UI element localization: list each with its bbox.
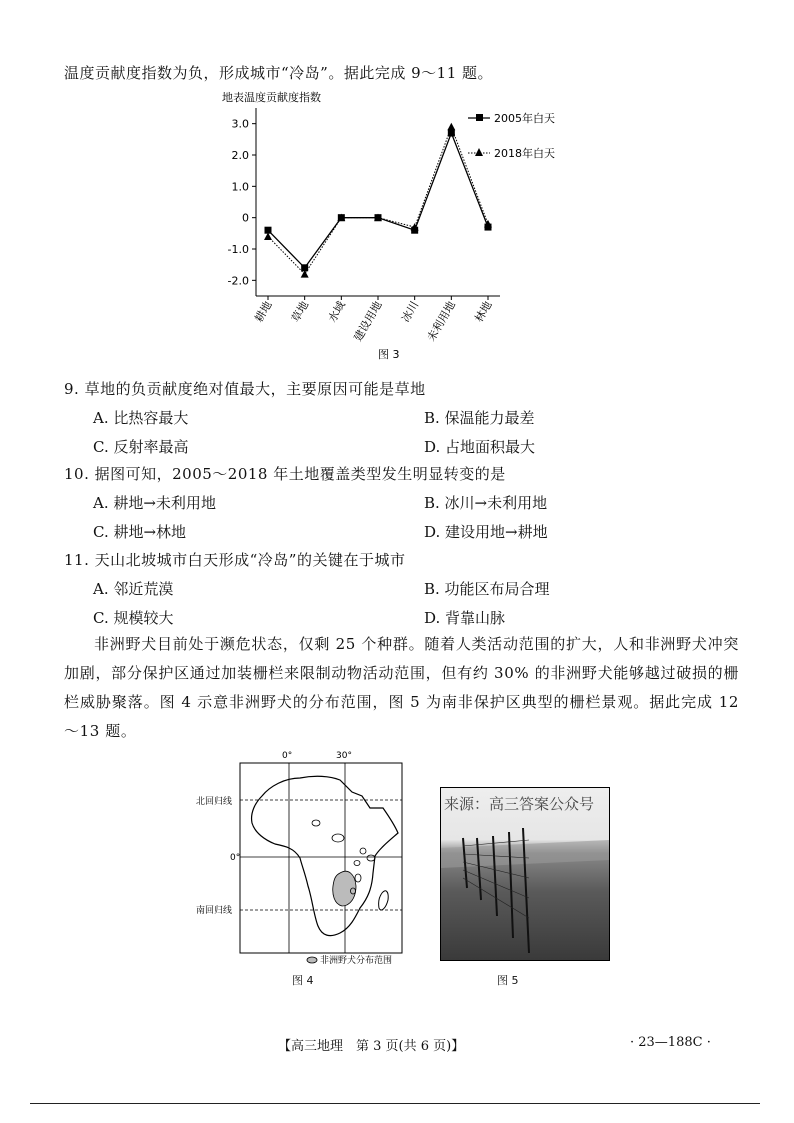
intro-text: 温度贡献度指数为负，形成城市“冷岛”。据此完成 9～11 题。 [64,64,494,82]
y-tick-label: -1.0 [227,243,249,256]
figure-4-caption: 图 4 [292,974,314,987]
x-tick-label: 耕地 [252,299,275,325]
x-tick-label: 水域 [325,299,348,325]
x-tick-label: 林地 [472,299,495,325]
map-equator-label: 0° [230,853,241,863]
q9-option-c[interactable]: C. 反射率最高 [93,438,189,456]
legend-2018: 2018年白天 [494,147,555,160]
q11-option-b[interactable]: B. 功能区布局合理 [424,580,550,598]
chart-y-axis-label: 地表温度贡献度指数 [222,91,321,104]
figure-3-chart [200,86,600,366]
figure-3-caption: 图 3 [378,348,400,361]
map-lon-30-label: 30° [336,751,352,761]
figure-4-map [190,748,420,988]
q10-option-d[interactable]: D. 建设用地→耕地 [424,523,548,541]
y-tick-label: 0 [242,211,249,225]
x-tick-label: 草地 [289,299,312,325]
q11-option-c[interactable]: C. 规模较大 [93,609,174,627]
y-tick-label: -2.0 [227,274,249,288]
q10-stem: 10. 据图可知，2005～2018 年土地覆盖类型发生明显转变的是 [64,465,506,483]
q11-option-a[interactable]: A. 邻近荒漠 [93,580,174,598]
passage-text: 非洲野犬目前处于濒危状态，仅剩 25 个种群。随着人类活动范围的扩大，人和非洲野犬冲突加剧，部分保护区通过加装栅栏来限制动物活动范围，但有约 30% 的非洲野犬能够越过破损的栅栏威胁聚落。图 4 示意非洲野犬的分布范围，图 5 为南非保护区典型的栅栏景观。据此完成 12～13 题。 [64,635,739,740]
y-tick-label: 2.0 [231,149,249,162]
wild-dog-range [312,820,375,906]
legend-swatch [307,957,317,963]
photo-watermark: 来源：高三答案公众号 [444,795,595,813]
q10-option-b[interactable]: B. 冰川→未利用地 [424,494,548,512]
series-line-0 [268,133,488,268]
q9-option-d[interactable]: D. 占地面积最大 [424,438,536,456]
chart-legend [468,111,555,160]
map-tropic-north-label: 北回归线 [196,797,233,807]
y-tick-label: 1.0 [231,180,249,194]
footer-code: · 23—188C · [630,1035,711,1050]
q9-stem: 9. 草地的负贡献度绝对值最大，主要原因可能是草地 [64,380,426,398]
bottom-rule [30,1103,760,1104]
madagascar-outline [379,891,389,910]
q11-stem: 11. 天山北坡城市白天形成“冷岛”的关键在于城市 [64,551,406,569]
q10-option-c[interactable]: C. 耕地→林地 [93,523,187,541]
map-legend-label: 非洲野犬分布范围 [320,956,393,966]
x-tick-label: 未利用地 [424,299,458,344]
map-lon-0-label: 0° [282,751,293,761]
map-tropic-south-label: 南回归线 [196,906,233,916]
q9-option-b[interactable]: B. 保温能力最差 [424,409,535,427]
series-line-1 [268,127,488,274]
figure-5-caption: 图 5 [497,974,519,987]
q9-option-a[interactable]: A. 比热容最大 [93,409,189,427]
legend-2005: 2005年白天 [494,112,555,125]
x-tick-label: 冰川 [399,299,422,325]
q11-option-d[interactable]: D. 背靠山脉 [424,609,506,627]
q10-option-a[interactable]: A. 耕地→未利用地 [93,494,216,512]
footer-page-info: 【高三地理 第 3 页(共 6 页)】 [278,1039,465,1054]
x-tick-label: 建设用地 [351,299,385,344]
series-point-2018 [447,123,455,131]
y-tick-label: 3.0 [231,117,249,131]
